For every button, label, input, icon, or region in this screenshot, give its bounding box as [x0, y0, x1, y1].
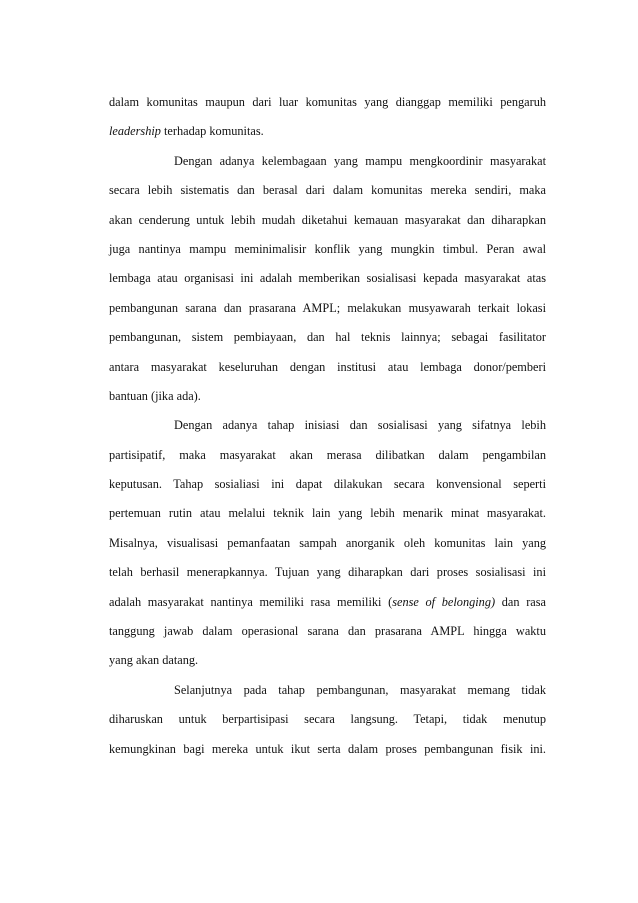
text-segment: adalah masyarakat nantinya memiliki rasa memiliki ( [109, 594, 393, 609]
text-segment: dan rasa [495, 594, 546, 609]
paragraph [109, 88, 546, 147]
text-segment: kemungkinan bagi mereka untuk ikut serta dalam proses pembangunan fisik ini. [109, 741, 546, 756]
text-line [109, 176, 546, 205]
paragraph [109, 147, 546, 412]
text-line [109, 676, 546, 705]
text-segment: Dengan adanya tahap inisiasi dan sosialisasi yang sifatnya lebih [174, 418, 546, 433]
text-line [109, 264, 546, 293]
text-segment: antara masyarakat keseluruhan dengan institusi atau lembaga donor/pemberi [109, 359, 546, 374]
text-line [109, 617, 546, 646]
text-segment: pembangunan sarana dan prasarana AMPL; melakukan musyawarah terkait lokasi [109, 300, 546, 315]
text-segment: keputusan. Tahap sosialiasi ini dapat dilakukan secara konvensional seperti [109, 477, 546, 492]
text-line [109, 705, 546, 734]
text-segment: pertemuan rutin atau melalui teknik lain yang lebih menarik minat masyarakat. [109, 506, 546, 521]
text-line [109, 88, 546, 117]
italic-text: sense of belonging) [392, 594, 496, 609]
text-segment: diharuskan untuk berpartisipasi secara langsung. Tetapi, tidak menutup [109, 712, 546, 727]
italic-text: leadership [109, 124, 161, 139]
text-segment: Selanjutnya pada tahap pembangunan, masyarakat memang tidak [174, 682, 546, 697]
text-segment: dalam komunitas maupun dari luar komunitas yang dianggap memiliki pengaruh [109, 95, 546, 109]
text-segment: bantuan (jika ada). [109, 388, 201, 403]
text-line [109, 588, 546, 617]
text-segment: Misalnya, visualisasi pemanfaatan sampah anorganik oleh komunitas lain yang [109, 535, 546, 550]
text-line [109, 470, 546, 499]
text-segment: Dengan adanya kelembagaan yang mampu mengkoordinir masyarakat [174, 153, 546, 168]
text-line [109, 499, 546, 528]
text-segment: akan cenderung untuk lebih mudah diketahui kemauan masyarakat dan diharapkan [109, 212, 546, 227]
text-segment: tanggung jawab dalam operasional sarana dan prasarana AMPL hingga waktu [109, 624, 546, 639]
text-line [109, 147, 546, 176]
document-body [109, 88, 546, 764]
text-line [109, 382, 546, 411]
paragraph [109, 676, 546, 764]
text-line [109, 117, 546, 146]
text-segment: juga nantinya mampu meminimalisir konflik yang mungkin timbul. Peran awal [109, 241, 546, 256]
text-segment: pembangunan, sistem pembiayaan, dan hal teknis lainnya; sebagai fasilitator [109, 330, 546, 345]
paragraph [109, 411, 546, 676]
text-line [109, 353, 546, 382]
text-segment: lembaga atau organisasi ini adalah memberikan sosialisasi kepada masyarakat atas [109, 271, 546, 286]
text-line [109, 441, 546, 470]
text-line [109, 323, 546, 352]
text-line [109, 235, 546, 264]
text-line [109, 411, 546, 440]
text-line [109, 646, 546, 675]
text-segment: telah berhasil menerapkannya. Tujuan yang diharapkan dari proses sosialisasi ini [109, 565, 546, 580]
text-line [109, 206, 546, 235]
text-line [109, 735, 546, 764]
text-segment: secara lebih sistematis dan berasal dari dalam komunitas mereka sendiri, maka [109, 183, 546, 198]
text-line [109, 294, 546, 323]
text-segment: partisipatif, maka masyarakat akan merasa dilibatkan dalam pengambilan [109, 447, 546, 462]
text-segment: terhadap komunitas. [160, 124, 264, 139]
text-line [109, 529, 546, 558]
text-line [109, 558, 546, 587]
text-segment: yang akan datang. [109, 653, 199, 668]
